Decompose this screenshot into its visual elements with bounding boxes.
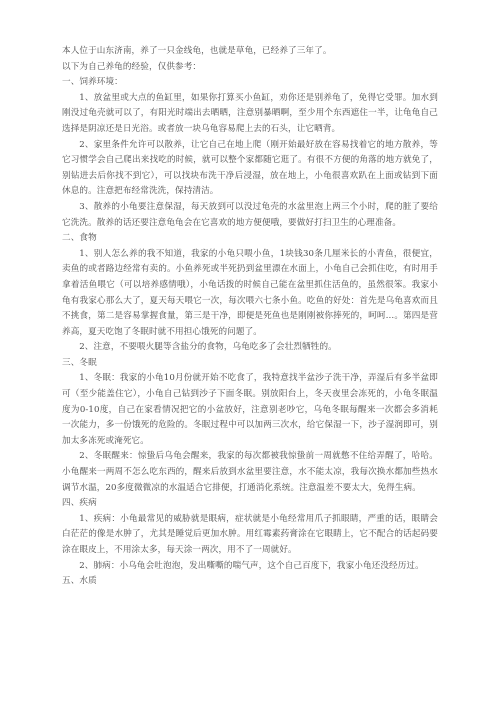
document-body [62, 44, 438, 590]
body-paragraph: 1、别人怎么养的我不知道，我家的小龟只喂小鱼，1块钱30条几厘米长的小青鱼，很便宜，卖鱼的或者路边经常有卖的。小鱼养死或半死扔到盆里漂在水面上，小龟自己会抓住吃，有时用手拿着活鱼喂它（可以培养感情哦），小龟话拨的时候自己能在盆里抓住活鱼的，虽然很笨。我家小龟有我家心那么大了，夏天每天喂它一次，每次喂六七条小鱼。吃鱼的好处：首先是乌龟喜欢而且不挑食，第二是容易掌握食量，第三是干净，即便是死鱼也是刚刚被你捧死的，呵呵…。第四是营养高，夏天吃饱了冬眠时就不用担心饿死的问题了。 [62, 248, 438, 337]
body-paragraph: 2、肺病：小乌龟会吐泡泡，发出嘶嘶的喘气声，这个自己百度下，我家小龟还没经历过。 [79, 560, 424, 571]
body-paragraph: 1、冬眠：我家的小龟10月份就开始不吃食了，我特意找半盆沙子洗干净，弄湿后有多半盆即可（至少能盖住它），小龟自己钻到沙子下面冬眠。别放阳台上，冬天夜里会冻死的，小龟冬眠温度为0-10度，自己在家看情况把它的小盆放好，注意别老吵它，乌龟冬眠每醒来一次都会多消耗一次能力，多一份饿死的危险的。冬眠过程中可以加两三次水，给它保湿一下，沙子湿润即可，别加太多冻死或淹死它。 [62, 373, 438, 446]
body-paragraph: 1、放盆里或大点的鱼缸里，如果你打算买小鱼缸，劝你还是别养龟了，免得它受罪。加水到刚没过龟壳就可以了，有阳光时端出去晒晒，注意别暴晒啊，至少用个东西遮住一半，让龟龟自己选择是阴凉还是日光浴。或者放一块乌龟容易爬上去的石头，让它晒背。 [62, 92, 438, 134]
section-heading: 一、饲养环境： [62, 77, 123, 88]
body-paragraph: 2、注意，不要喂火腿等含盐分的食物，乌龟吃多了会壮烈牺牲的。 [79, 342, 337, 353]
intro-paragraph: 本人位于山东济南，养了一只金线龟，也就是草龟，已经养了三年了。 [62, 46, 332, 56]
body-paragraph: 2、冬眠醒来：惊蛰后乌龟会醒来，我家的每次都被我惊蛰前一周就憋不住给弄醒了，哈哈。小龟醒来一两周不怎么吃东西的，醒来后放到水盆里要注意，水不能太凉，我每次换水都加些热水调节水温，20多度微微凉的水温适合它排便，打通消化系统。注意温差不要太大，免得生病。 [62, 451, 438, 493]
body-paragraph: 1、疾病：小龟最常见的威胁就是眼病，症状就是小龟经常用爪子抓眼睛，严重的话，眼睛会白茫茫的像是水肿了，尤其是睡觉后更加水肿。用红霉素药膏涂在它眼睛上，它不配合的话起码要涂在眼皮上，不用涂太多，每天涂一两次，用不了一周就好。 [62, 513, 438, 555]
body-paragraph: 2、家里条件允许可以散养，让它自己在地上爬（刚开始最好放在容易找着它的地方散养，等它习惯学会自己爬出来找吃的时候，就可以整个家都随它逛了。有很不方便的角落的地方就免了，别钻进去后你找不到它），可以找块布洗干净后浸湿，放在地上，小龟很喜欢趴在上面或钻到下面休息的。注意把布经常洗洗，保持清洁。 [62, 139, 438, 197]
section-heading: 四、疾病 [62, 498, 97, 509]
body-paragraph: 3、散养的小龟要注意保湿，每天放到可以没过龟壳的水盆里泡上两三个小时，爬的脏了要给它洗洗。散养的话还要注意龟龟会在它喜欢的地方便便哦，要做好打扫卫生的心理准备。 [62, 201, 438, 228]
section-heading: 三、冬眠 [62, 357, 97, 368]
section-heading: 五、水质 [62, 576, 97, 587]
section-heading: 二、食物 [62, 233, 97, 244]
intro-paragraph: 以下为自己养龟的经验，仅供参考： [62, 61, 202, 72]
